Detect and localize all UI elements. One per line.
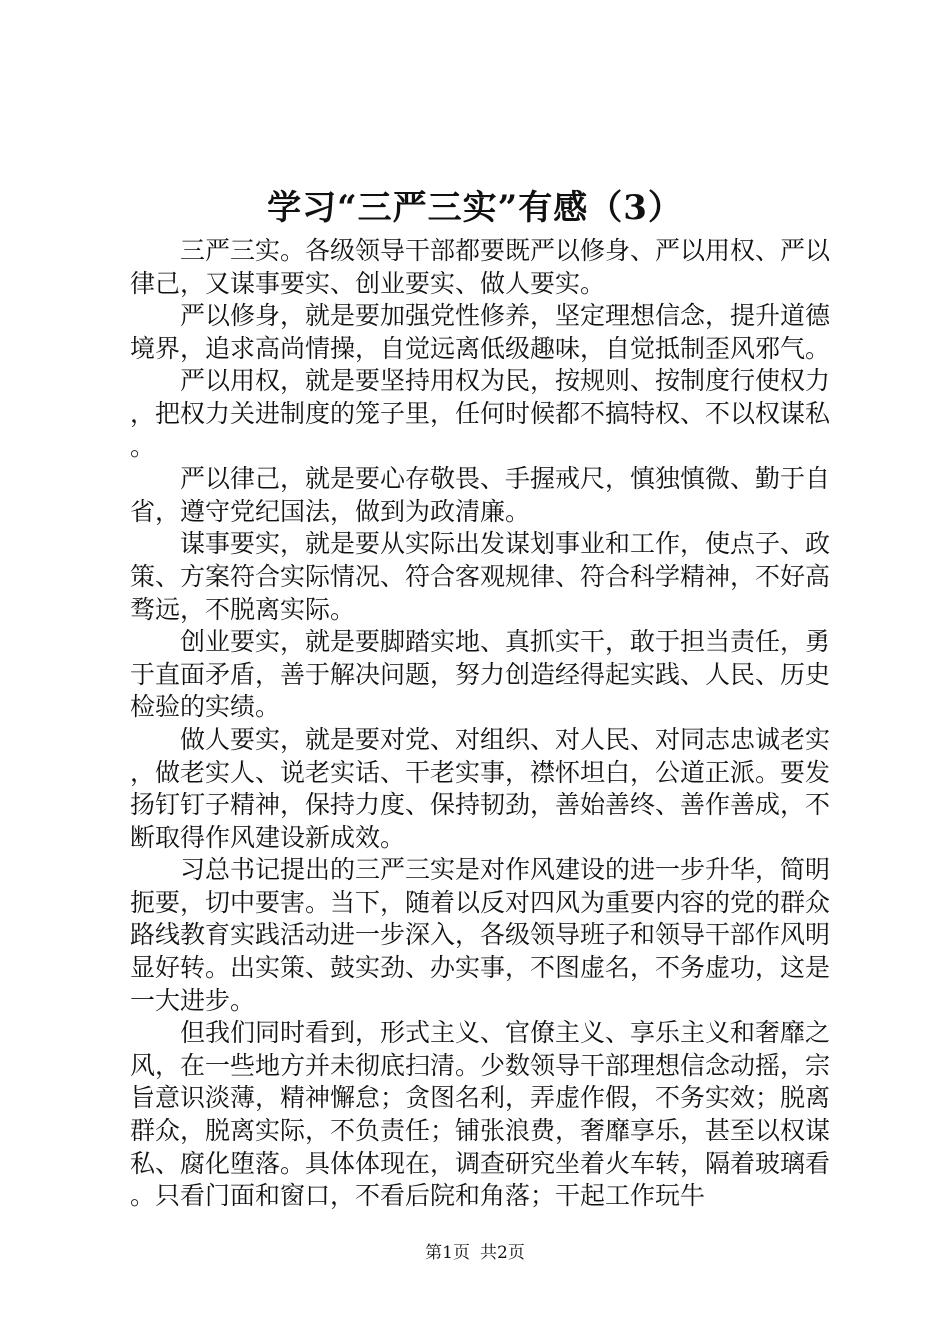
page-footer	[0, 1241, 950, 1265]
page-number-total: 共2页	[480, 1243, 525, 1263]
page-number-current: 第1页	[425, 1243, 470, 1263]
paragraph: 做人要实，就是要对党、对组织、对人民、对同志忠诚老实，做老实人、说老实话、干老实事，襟怀坦白，公道正派。要发扬钉钉子精神，保持力度、保持韧劲，善始善终、善作善成，不断取得作风建设新成效。	[130, 724, 831, 852]
paragraph: 严以律己，就是要心存敬畏、手握戒尺，慎独慎微、勤于自省，遵守党纪国法，做到为政清廉。	[130, 464, 831, 526]
document-body	[130, 235, 830, 1213]
paragraph: 创业要实，就是要脚踏实地、真抓实干，敢于担当责任，勇于直面矛盾，善于解决问题，努力创造经得起实践、人民、历史检验的实绩。	[130, 627, 831, 722]
document-title: 学习“三严三实”有感（3）	[267, 188, 683, 228]
paragraph: 但我们同时看到，形式主义、官僚主义、享乐主义和奢靡之风，在一些地方并未彻底扫清。少数领导干部理想信念动摇，宗旨意识淡薄，精神懈怠；贪图名利，弄虚作假，不务实效；脱离群众，脱离实际，不负责任；铺张浪费，奢靡享乐，甚至以权谋私、腐化堕落。具体体现在，调查研究坐着火车转，隔着玻璃看。只看门面和窗口，不看后院和角落；干起工作玩牛	[130, 1018, 831, 1211]
paragraph: 严以修身，就是要加强党性修养，坚定理想信念，提升道德境界，追求高尚情操，自觉远离低级趣味，自觉抵制歪风邪气。	[130, 301, 831, 363]
paragraph: 习总书记提出的三严三实是对作风建设的进一步升华，简明扼要，切中要害。当下，随着以反对四风为重要内容的党的群众路线教育实践活动进一步深入，各级领导班子和领导干部作风明显好转。出实策、鼓实劲、办实事，不图虚名，不务虚功，这是一大进步。	[130, 855, 831, 1015]
paragraph: 三严三实。各级领导干部都要既严以修身、严以用权、严以律己，又谋事要实、创业要实、做人要实。	[130, 236, 831, 298]
paragraph: 严以用权，就是要坚持用权为民，按规则、按制度行使权力，把权力关进制度的笼子里，任何时候都不搞特权、不以权谋私。	[130, 366, 831, 461]
paragraph: 谋事要实，就是要从实际出发谋划事业和工作，使点子、政策、方案符合实际情况、符合客观规律、符合科学精神，不好高骛远，不脱离实际。	[130, 529, 831, 624]
